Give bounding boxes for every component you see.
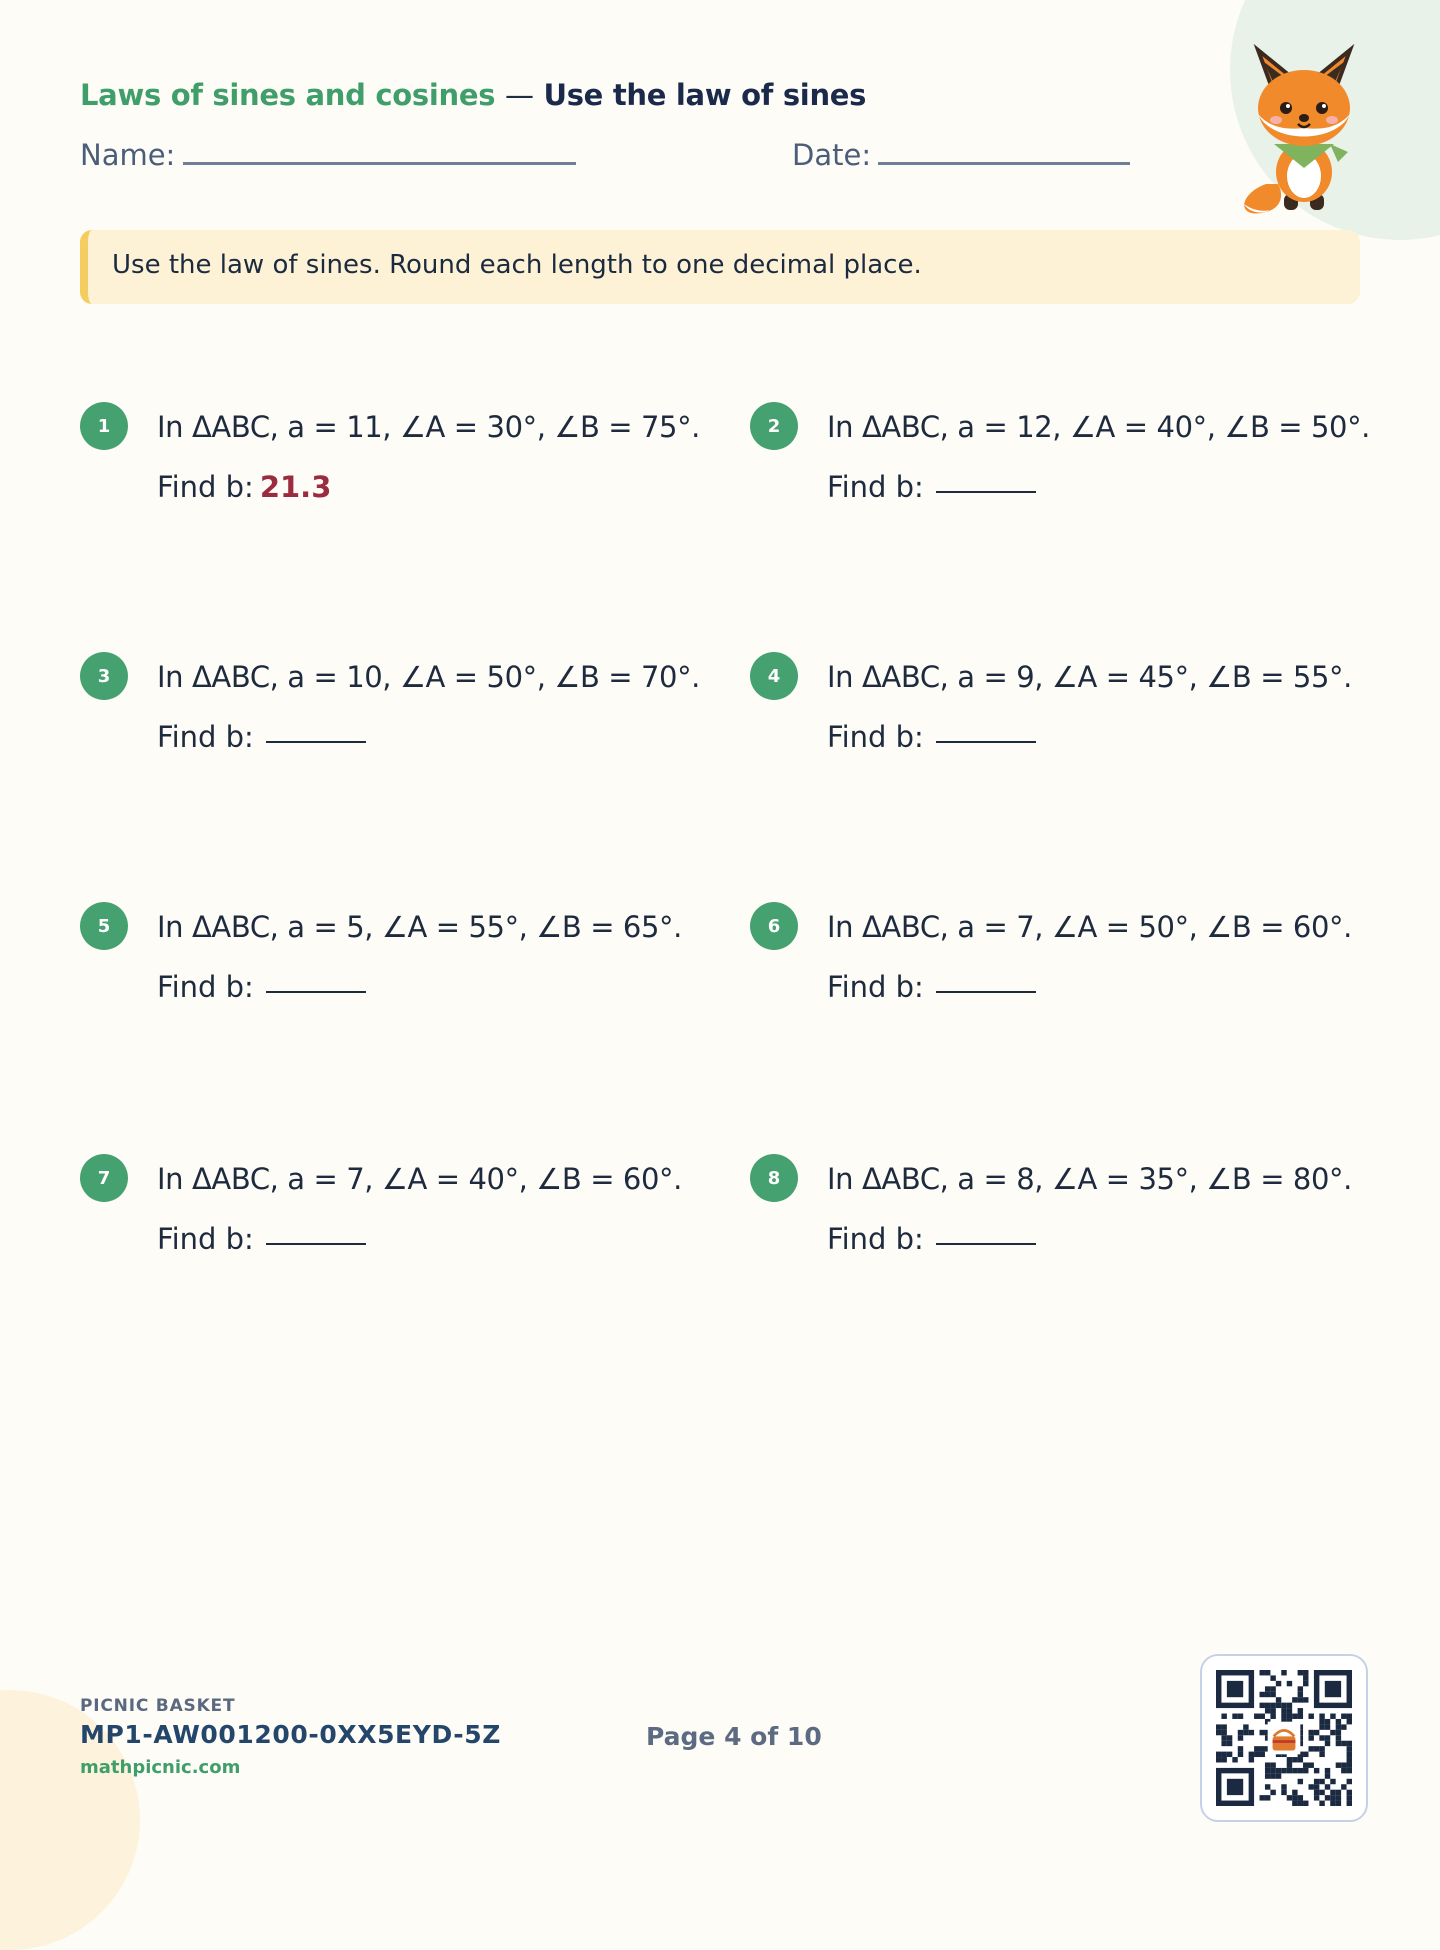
- problem-3: [80, 652, 700, 782]
- problem-question: In ΔABC, a = 8, ∠A = 35°, ∠B = 80°.: [827, 1162, 1352, 1196]
- instruction-banner: [80, 230, 1360, 304]
- problem-question: In ΔABC, a = 7, ∠A = 40°, ∠B = 60°.: [157, 1162, 682, 1196]
- find-label: Find b:: [157, 470, 254, 504]
- problem-number-badge: 4: [750, 652, 798, 700]
- problem-6: [750, 902, 1370, 1032]
- problem-find-row: [157, 970, 366, 1004]
- problem-number-badge: 2: [750, 402, 798, 450]
- find-label: Find b:: [827, 1222, 924, 1256]
- problem-find-row: [157, 720, 366, 754]
- title-subtitle: Use the law of sines: [543, 78, 867, 112]
- problem-find-row: [827, 970, 1036, 1004]
- problem-7: [80, 1154, 700, 1284]
- problem-1: [80, 402, 700, 532]
- name-field[interactable]: [183, 162, 576, 165]
- problem-find-row: [157, 470, 331, 504]
- page-title: [80, 78, 866, 112]
- find-label: Find b:: [827, 970, 924, 1004]
- answer-blank[interactable]: [266, 741, 366, 743]
- answer-blank[interactable]: [936, 741, 1036, 743]
- problem-find-row: [157, 1222, 366, 1256]
- title-topic: Laws of sines and cosines: [80, 78, 496, 112]
- instruction-text: Use the law of sines. Round each length to one decimal place.: [112, 250, 922, 280]
- title-separator: —: [504, 78, 534, 112]
- page-number: Page 4 of 10: [646, 1722, 822, 1751]
- problem-number-badge: 7: [80, 1154, 128, 1202]
- filled-answer: 21.3: [259, 470, 332, 504]
- find-label: Find b:: [157, 720, 254, 754]
- problem-question: In ΔABC, a = 5, ∠A = 55°, ∠B = 65°.: [157, 910, 682, 944]
- problem-number-badge: 8: [750, 1154, 798, 1202]
- problem-number-badge: 3: [80, 652, 128, 700]
- problem-find-row: [827, 470, 1036, 504]
- date-field[interactable]: [878, 162, 1130, 165]
- problem-find-row: [827, 1222, 1036, 1256]
- problem-2: [750, 402, 1370, 532]
- answer-blank[interactable]: [936, 1243, 1036, 1245]
- name-label: Name:: [80, 138, 176, 172]
- problem-number-badge: 6: [750, 902, 798, 950]
- problem-question: In ΔABC, a = 7, ∠A = 50°, ∠B = 60°.: [827, 910, 1352, 944]
- problem-question: In ΔABC, a = 11, ∠A = 30°, ∠B = 75°.: [157, 410, 701, 444]
- find-label: Find b:: [157, 1222, 254, 1256]
- problem-number-badge: 1: [80, 402, 128, 450]
- date-label: Date:: [792, 138, 872, 172]
- find-label: Find b:: [827, 470, 924, 504]
- problem-number-badge: 5: [80, 902, 128, 950]
- footer-brand: PICNIC BASKET: [80, 1696, 236, 1716]
- answer-blank[interactable]: [936, 991, 1036, 993]
- problem-8: [750, 1154, 1370, 1284]
- answer-blank[interactable]: [266, 1243, 366, 1245]
- worksheet-code: MP1-AW001200-0XX5EYD-5Z: [80, 1720, 501, 1749]
- problem-question: In ΔABC, a = 10, ∠A = 50°, ∠B = 70°.: [157, 660, 701, 694]
- problem-5: [80, 902, 700, 1032]
- problem-4: [750, 652, 1370, 782]
- find-label: Find b:: [827, 720, 924, 754]
- answer-blank[interactable]: [266, 991, 366, 993]
- footer-site-link[interactable]: mathpicnic.com: [80, 1757, 241, 1778]
- problem-find-row: [827, 720, 1036, 754]
- qr-code-icon: [1216, 1670, 1352, 1806]
- qr-code-frame: [1200, 1654, 1368, 1822]
- answer-blank[interactable]: [936, 491, 1036, 493]
- problem-question: In ΔABC, a = 12, ∠A = 40°, ∠B = 50°.: [827, 410, 1371, 444]
- find-label: Find b:: [157, 970, 254, 1004]
- fox-mascot-icon: [1238, 44, 1370, 214]
- problem-question: In ΔABC, a = 9, ∠A = 45°, ∠B = 55°.: [827, 660, 1352, 694]
